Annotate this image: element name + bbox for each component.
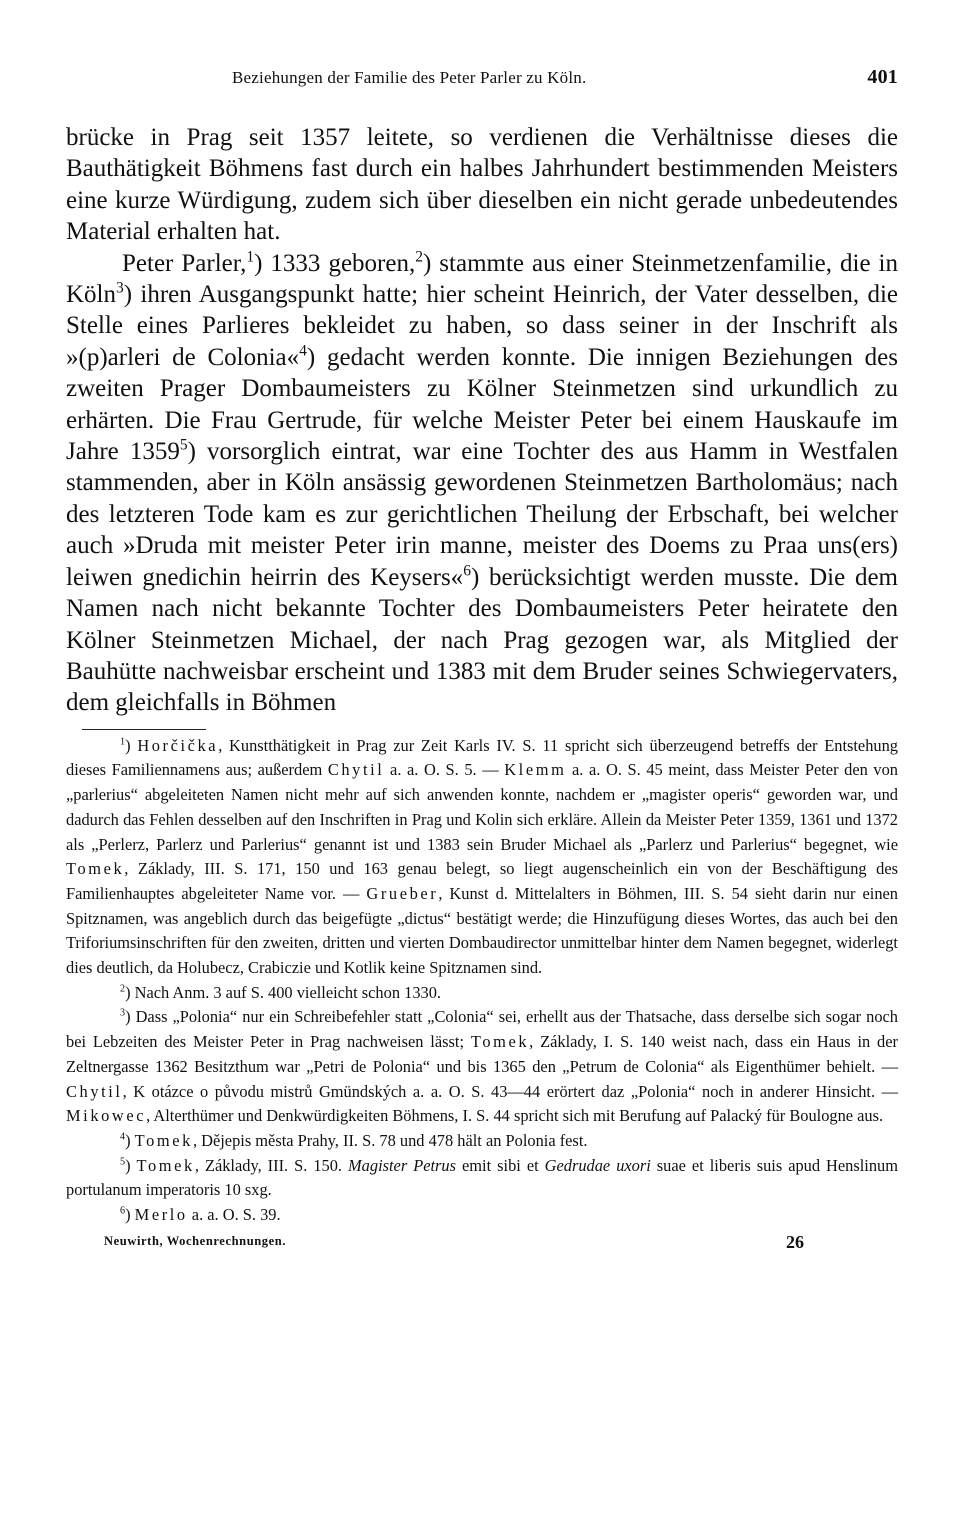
- text-run: ) 1333 geboren,: [254, 249, 416, 277]
- footnote-text: , Alterthümer und Denkwürdigkeiten Böhmens, I. S. 44 spricht sich mit Berufung auf Palacký für Boulogne aus.: [146, 1106, 884, 1126]
- footnote-text: suae et liberis suis apud Henslinum portulanum imperatoris 10 sxg.: [66, 1155, 898, 1200]
- footnote-6: $^6$) Merlo a. a. O. S. 39.: [120, 1205, 281, 1225]
- author-name: Tomek: [66, 859, 125, 879]
- footnote-text: a. a. O. S. 45 meint, dass Meister Peter den von „parlerius“ abgeleiteten Namen nicht mehr auf sich anwenden konnte, nachdem er „magister operis“ geworden war, und dadurch das Fehlen desselben auf den Inschriften in Prag und Kolin sich erkläre. Allein da Meister Peter 1359, 1361 und 1372 als „Perlerz, Parlerz und Parlerius“ genannt ist und 1383 sein Bruder Michael als „Parlerz und Parlerius“ begegnet, wie: [66, 760, 898, 854]
- text-run: Peter Parler,: [122, 249, 247, 277]
- paragraph-1: brücke in Prag seit 1357 leitete, so verdienen die Verhältnisse dieses die Bauthätigkeit Böhmens fast durch ein halbes Jahrhundert bestimmenden Meisters eine kurze Würdigung, zudem sich über dieselben ein nicht gerade unbedeutendes Material erhalten hat.: [66, 124, 898, 246]
- author-name: Klemm: [504, 760, 567, 780]
- footnote-4: $^4$) Tomek, Dějepis města Prahy, II. S. 78 und 478 hält an Polonia fest.: [120, 1130, 588, 1150]
- running-head: [66, 62, 898, 92]
- signature-line: Neuwirth, Wochenrechnungen.: [104, 1233, 287, 1248]
- footnote-ref-6[interactable]: 6: [463, 562, 471, 580]
- book-page: [66, 62, 898, 1502]
- footnote-text: a. a. O. S. 5. —: [384, 760, 505, 780]
- author-name: Tomek: [134, 1130, 193, 1150]
- footnote-ref-4[interactable]: 4: [299, 342, 307, 360]
- footnote-ref-1[interactable]: 1: [246, 248, 255, 266]
- footnote-mark: 1: [120, 736, 126, 748]
- footnote-ref-3[interactable]: 3: [116, 279, 124, 297]
- footnote-text: , Základy, III. S. 150.: [194, 1155, 349, 1175]
- footnote-text: emit sibi et: [456, 1155, 545, 1175]
- footnote-ref-2[interactable]: 2: [415, 248, 423, 266]
- page-number: 401: [867, 66, 898, 88]
- author-name: Merlo: [134, 1205, 188, 1225]
- author-name: Chytil: [66, 1081, 123, 1101]
- text-run: ) vorsorglich eintrat, war eine Tochter des aus Hamm in Westfalen stammenden, aber in Köln ansässig gewordenen Steinmetzen Bartholomäus; nach des letzteren Tode kam es zur gerichtlichen Theilung der Erbschaft, bei welcher auch »Druda mit meister Peter irin manne, meister des Doems zu Praa uns(ers) leiwen gnedichin heirrin des Keysers«: [66, 438, 899, 591]
- footnote-text: , Základy, III. S. 171, 150 und 163 genau belegt, so liegt augenscheinlich ein von der Beschäftigung des Familienhauptes abgeleiteter Name vor. —: [66, 859, 898, 903]
- footnote-text: a. a. O. S. 39.: [187, 1205, 281, 1225]
- author-name: Tomek: [136, 1155, 195, 1175]
- author-name: Grueber: [366, 883, 439, 903]
- latin-quote: Gedrudae uxori: [544, 1155, 651, 1175]
- footnote-1: $^1$) Horčička, Kunstthätigkeit in Prag zur Zeit Karls IV. S. 11 spricht sich überzeugend betreffs der Entstehung dieses Familiennamens aus; außerdem Chytil a. a. O. S. 5. — Klemm a. a. O. S. 45 meint, dass Meister Peter den von „parlerius“ abgeleiteten Namen nicht mehr auf sich anwenden konnte, nachdem er „magister operis“ geworden war, und dadurch das Fehlen desselben auf den Inschriften in Prag und Kolin sich erkläre. Allein da Meister Peter 1359, 1361 und 1372 als „Perlerz, Parlerz und Parlerius“ genannt ist und 1383 sein Bruder Michael als „Parlerz und Parlerius“ begegnet, wie Tomek, Základy, III. S. 171, 150 und 163 genau belegt, so liegt augenscheinlich ein von der Beschäftigung des Familienhauptes abgeleiteter Name vor. — Grueber, Kunst d. Mittelalters in Böhmen, III. S. 54 sieht darin nur einen Spitznamen, was angeblich durch das beigefügte „dictus“ bestätigt werde; die Hinzufügung dieses Wortes, das auch bei den Triforiumsinschriften für den zweiten, dritten und vierten Dombaudirector unmittelbar hinter dem Namen begegnet, widerlegt dies deutlich, da Holubecz, Crabiczie und Kotlik keine Spitznamen sind.: [66, 735, 898, 978]
- footnote-mark: 4: [120, 1131, 126, 1143]
- paragraph-2: [66, 248, 898, 719]
- footnote-mark: 3: [120, 1007, 126, 1019]
- footnote-5: $^5$) Tomek, Základy, III. S. 150. Magister Petrus emit sibi et Gedrudae uxori suae et liberis suis apud Henslinum portulanum imperatoris 10 sxg.: [66, 1155, 898, 1200]
- text-run: ) ihren Ausgangspunkt hatte; hier scheint Heinrich, der Vater desselben, die Stelle eines Parlieres bekleidet zu haben, so dass seiner in der Inschrift als »(p)arleri de Colonia«: [66, 281, 898, 371]
- text-run: ) gedacht werden konnte. Die innigen Beziehungen des zweiten Prager Dombaumeisters zu Kölner Steinmetzen sind urkundlich zu erhärten. Die Frau Gertrude, für welche Meister Peter bei einem Hauskaufe im Jahre 1359: [66, 343, 898, 466]
- footnote-text: ) Dass „Polonia“ nur ein Schreibefehler statt „Colonia“ sei, erhellt aus der Thatsache, dass derselbe sich sogar noch bei Lebzeiten des Meister Peter in Prag nachweisen lässt;: [66, 1007, 898, 1052]
- author-name: Chytil: [327, 760, 385, 780]
- footnote-text: ) Nach Anm. 3 auf S. 400 vielleicht schon 1330.: [125, 982, 441, 1002]
- footnote-text: , Kunst d. Mittelalters in Böhmen, III. S. 54 sieht darin nur einen Spitznamen, was angeblich durch das beigefügte „dictus“ bestätigt werde; die Hinzufügung dieses Wortes, das auch bei den Triforiumsinschriften für den zweiten, dritten und vierten Dombaudirector unmittelbar hinter dem Namen begegnet, widerlegt dies deutlich, da Holubecz, Crabiczie und Kotlik keine Spitznamen sind.: [66, 883, 898, 978]
- footnotes: [66, 734, 898, 1228]
- sheet-number: 26: [786, 1231, 804, 1252]
- footnote-mark: 2: [120, 983, 126, 995]
- footnote-text: , Kunstthätigkeit in Prag zur Zeit Karls IV. S. 11 spricht sich überzeugend betreffs der Entstehung dieses Familiennamens aus; außerdem: [66, 735, 898, 780]
- main-text: [66, 122, 898, 719]
- footnote-2: [66, 981, 898, 1006]
- running-title: Beziehungen der Familie des Peter Parler zu Köln.: [232, 68, 587, 87]
- author-name: Horčička: [137, 735, 219, 755]
- latin-quote: Magister Petrus: [348, 1155, 457, 1175]
- footnote-text: , K otázce o původu mistrů Gmündských a. a. O. S. 43—44 erörtert daz „Polonia“ noch in anderer Hinsicht. —: [122, 1081, 898, 1101]
- footnote-text: , Dějepis města Prahy, II. S. 78 und 478 hält an Polonia fest.: [192, 1130, 588, 1150]
- page-footer: [66, 1230, 898, 1254]
- footnote-mark: 6: [120, 1205, 126, 1217]
- author-name: Tomek: [470, 1032, 530, 1052]
- footnote-3: [66, 1005, 898, 1129]
- text-run: ) stammte aus einer Steinmetzenfamilie, die in Köln: [66, 249, 899, 309]
- footnote-mark: 5: [120, 1156, 126, 1168]
- author-name: Mikowec: [66, 1106, 147, 1126]
- footnote-divider: [82, 729, 206, 730]
- footnote-text: , Základy, I. S. 140 weist nach, dass ein Haus in der Zeltnergasse 1362 Besitzthum war „Petri de Polonia“ und bis 1365 den „Petrum de Colonia“ als Eigenthümer behielt. —: [66, 1032, 898, 1076]
- text-run: ) berücksichtigt werden musste. Die dem Namen nach nicht bekannte Tochter des Dombaumeisters Peter heiratete den Kölner Steinmetzen Michael, der nach Prag gezogen war, als Mitglied der Bauhütte nachweisbar erscheint und 1383 mit dem Bruder seines Schwiegervaters, dem gleichfalls in Böhmen: [66, 563, 899, 717]
- footnote-ref-5[interactable]: 5: [179, 436, 188, 454]
